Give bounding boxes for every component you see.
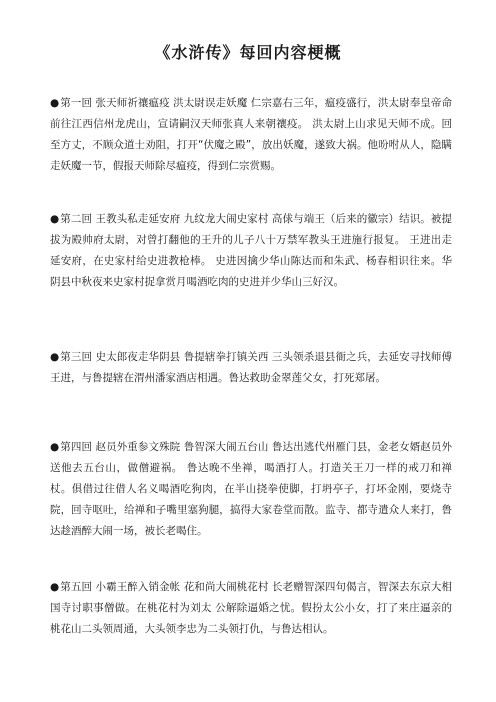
chapter-2-paragraph (50, 209, 452, 293)
chapter-4-text: 第四回 赵员外重参文殊院 鲁智深大闹五台山 鲁达出逃代州雁门县，金老女婿赵员外送他去五台山，做僧避祸。 鲁达晚不坐禅，喝酒打人。打造关王刀一样的戒刀和禅杖。俱借过往借人名义喝酒吃狗肉，在半山挠拳使脚，打坍亭子，打坏金刚，要烧寺院，回寺呕吐，给禅和子嘴里塞狗腿，搞得大家卷堂而散。监寺、都寺遣众人来打，鲁达趁酒醉大闹一场，被长老喝住。 (50, 441, 452, 537)
bullet-icon: ● (50, 351, 60, 363)
chapter-5-text: 第五回 小霸王醉入销金帐 花和尚大闹桃花村 长老赠智深四句偈言，智深去东京大相国寺讨职事僧做。在桃花村为刘太 公解除逼婚之忧。假扮太公小女，打了来庄逼亲的桃花山二头领周通，大头领李忠为二头领打仇，与鲁达相认。 (50, 581, 452, 635)
chapter-3-text: 第三回 史太郎夜走华阴县 鲁提辖拳打镇关西 三头领杀退县衙之兵，去延安寻找师傅王进，与鲁提辖在渭州潘家酒店相遇。鲁达救助金翠莲父女，打死郑屠。 (50, 351, 452, 384)
bullet-icon: ● (50, 97, 60, 109)
chapter-5-paragraph (50, 577, 452, 640)
bullet-icon: ● (50, 581, 60, 593)
bullet-icon: ● (50, 441, 60, 453)
chapter-4-paragraph (50, 437, 452, 542)
chapter-1-paragraph (50, 93, 452, 177)
bullet-icon: ● (50, 213, 60, 225)
chapter-2-text: 第二回 王教头私走延安府 九纹龙大闹史家村 高俅与端王（后来的徽宗）结识。被提拔为殿帅府太尉，对曾打翻他的王升的儿子八十万禁军教头王进施行报复。 王进出走延安府，在史家村给史进教枪棒。 史进因擒少华山陈达而和朱武、杨春相识往来。华阴县中秋夜来史家村捉拿赏月喝酒吃肉的史进并少华山三好汉。 (50, 213, 452, 288)
chapter-1-text: 第一回 张天师祈禳瘟疫 洪太尉误走妖魔 仁宗嘉右三年，瘟疫盛行，洪太尉奉皇帝命前往江西信州龙虎山，宣请嗣汉天师张真人来朝禳疫。 洪太尉上山求见天师不成。回至方丈，不顾众道士劝阻，打开“伏魔之殿”，放出妖魔，遂致大祸。他吩咐从人，隐瞒走妖魔一节，假报天师除尽瘟疫，得到仁宗赏赐。 (50, 97, 452, 172)
document-title: 《水浒传》每回内容梗概 (154, 43, 342, 62)
chapter-3-paragraph (50, 347, 452, 389)
